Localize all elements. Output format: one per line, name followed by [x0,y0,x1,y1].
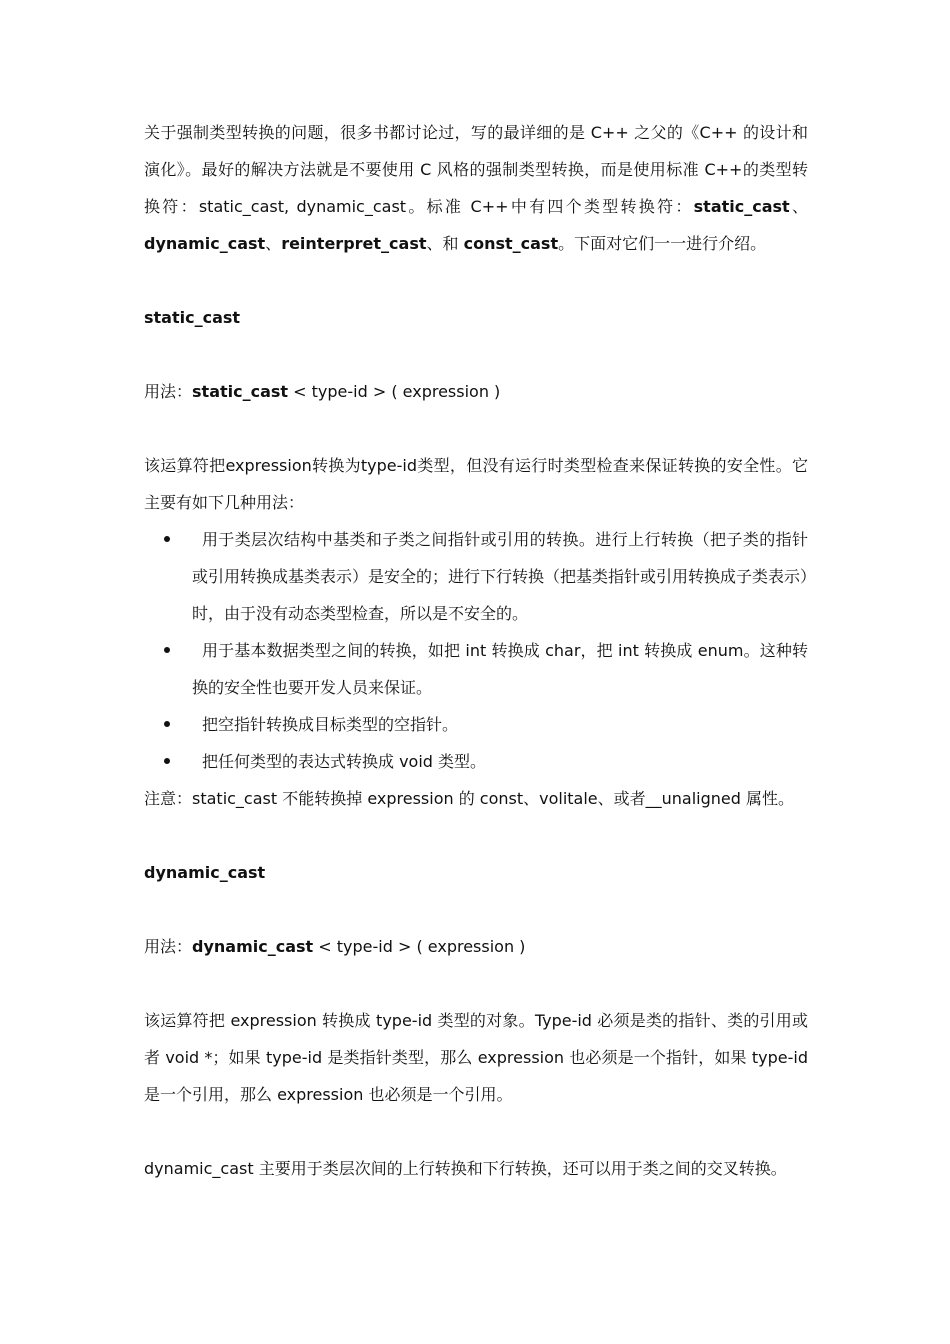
spacer [144,1113,808,1150]
intro-dynamic-cast: dynamic_cast [144,234,266,253]
static-cast-heading [144,299,808,336]
dynamic-cast-description: 该运算符把 expression 转换成 type-id 类型的对象。Type-id 必须是类的指针、类的引用或者 void *；如果 type-id 是类指针类型，那么 expression 也必须是一个指针，如果 type-id 是一个引用，那么 expression 也必须是一个引用。 [144,1011,808,1104]
usage-keyword: static_cast [192,382,289,401]
list-item-text: 把空指针转换成目标类型的空指针。 [202,715,459,734]
intro-separator: 、 [265,234,282,253]
spacer [144,965,808,1002]
intro-text-end: 。下面对它们一一进行介绍。 [558,234,767,253]
usage-keyword: dynamic_cast [192,937,314,956]
bullet-icon [164,721,170,727]
static-cast-usage [144,373,808,410]
dynamic-cast-paragraph: dynamic_cast 主要用于类层次间的上行转换和下行转换，还可以用于类之间的交叉转换。 [144,1159,787,1178]
document-page [144,114,808,1187]
list-item-text: 把任何类型的表达式转换成 void 类型。 [202,752,487,771]
usage-syntax: < type-id > ( expression ) [288,382,501,401]
usage-prefix: 用法： [144,382,193,401]
list-item-text: 用于类层次结构中基类和子类之间指针或引用的转换。进行上行转换（把子类的指针或引用转换成基类表示）是安全的；进行下行转换（把基类指针或引用转换成子类表示）时，由于没有动态类型检查，所以是不安全的。 [192,530,809,623]
bullet-icon [164,536,170,542]
spacer [144,336,808,373]
static-cast-usage-list [144,521,808,780]
intro-paragraph [144,114,808,262]
intro-static-cast: static_cast [693,197,790,216]
spacer [144,410,808,447]
list-item [144,632,808,706]
usage-syntax: < type-id > ( expression ) [313,937,526,956]
list-item [144,706,808,743]
list-item [144,521,808,632]
intro-reinterpret-cast: reinterpret_cast [281,234,427,253]
dynamic-cast-heading [144,854,808,891]
bullet-icon [164,647,170,653]
list-item-text: 用于基本数据类型之间的转换，如把 int 转换成 char，把 int 转换成 enum。这种转换的安全性也要开发人员来保证。 [192,641,808,697]
static-cast-note: 注意：static_cast 不能转换掉 expression 的 const、volitale、或者__unaligned 属性。 [144,789,795,808]
intro-text: 关于强制类型转换的问题，很多书都讨论过，写的最详细的是 C++ 之父的《C++ 的设计和演化》。最好的解决方法就是不要使用 C 风格的强制类型转换，而是使用标准 C++的类型转换符：static_cast, dynamic_cast。标准 C++中有四个类型转换符： [144,123,808,216]
spacer [144,817,808,854]
heading-text: dynamic_cast [144,863,266,882]
intro-const-cast: const_cast [463,234,559,253]
static-cast-description: 该运算符把expression转换为type-id类型，但没有运行时类型检查来保证转换的安全性。它主要有如下几种用法： [144,456,808,512]
usage-prefix: 用法： [144,937,193,956]
spacer [144,262,808,299]
dynamic-cast-usage [144,928,808,965]
list-item [144,743,808,780]
bullet-icon [164,758,170,764]
intro-separator: 、 [789,197,808,216]
spacer [144,891,808,928]
heading-text: static_cast [144,308,241,327]
intro-separator: 、和 [426,234,464,253]
